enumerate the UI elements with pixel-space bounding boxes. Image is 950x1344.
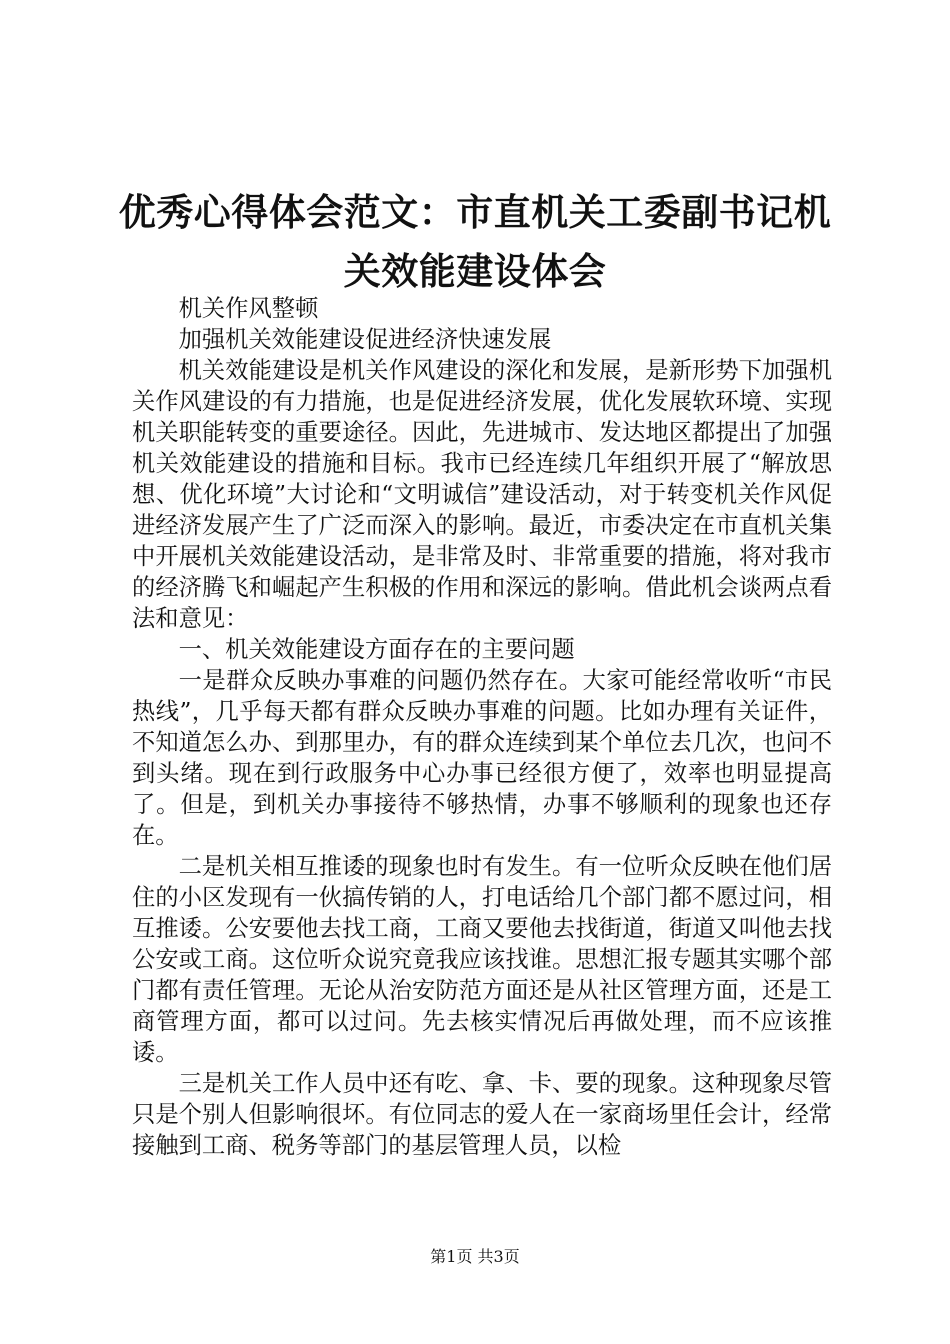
paragraph: 三是机关工作人员中还有吃、拿、卡、要的现象。这种现象尽管只是个别人但影响很坏。有位同志的爱人在一家商场里任会计，经常接触到工商、税务等部门的基层管理人员，以检 xyxy=(132,1070,832,1159)
paragraph: 二是机关相互推诿的现象也时有发生。有一位听众反映在他们居住的小区发现有一伙搞传销的人，打电话给几个部门都不愿过问，相互推诿。公安要他去找工商，工商又要他去找街道，街道又叫他去找公安或工商。这位听众说究竟我应该找谁。思想汇报专题其实哪个部门都有责任管理。无论从治安防范方面还是从社区管理方面，还是工商管理方面，都可以过问。先去核实情况后再做处理，而不应该推诿。 xyxy=(132,853,832,1066)
document-title: 优秀心得体会范文：市直机关工委副书记机关效能建设体会 xyxy=(118,190,832,293)
paragraph: 一、机关效能建设方面存在的主要问题 xyxy=(178,636,575,663)
paragraph: 机关作风整顿 xyxy=(178,295,319,322)
document-body xyxy=(132,293,832,1161)
paragraph: 一是群众反映办事难的问题仍然存在。大家可能经常收听“市民热线”，几乎每天都有群众反映办事难的问题。比如办理有关证件，不知道怎么办、到那里办，有的群众连续到某个单位去几次，也问不到头绪。现在到行政服务中心办事已经很方便了，效率也明显提高了。但是，到机关办事接待不够热情，办事不够顺利的现象也还存在。 xyxy=(132,667,832,849)
paragraph: 机关效能建设是机关作风建设的深化和发展，是新形势下加强机关作风建设的有力措施，也是促进经济发展，优化发展软环境、实现机关职能转变的重要途径。因此，先进城市、发达地区都提出了加强机关效能建设的措施和目标。我市已经连续几年组织开展了“解放思想、优化环境”大讨论和“文明诚信”建设活动，对于转变机关作风促进经济发展产生了广泛而深入的影响。最近，市委决定在市直机关集中开展机关效能建设活动，是非常及时、非常重要的措施，将对我市的经济腾飞和崛起产生积极的作用和深远的影响。借此机会谈两点看法和意见： xyxy=(132,357,832,632)
page-footer: 第1页 共3页 xyxy=(430,1247,520,1266)
paragraph: 加强机关效能建设促进经济快速发展 xyxy=(178,326,552,353)
